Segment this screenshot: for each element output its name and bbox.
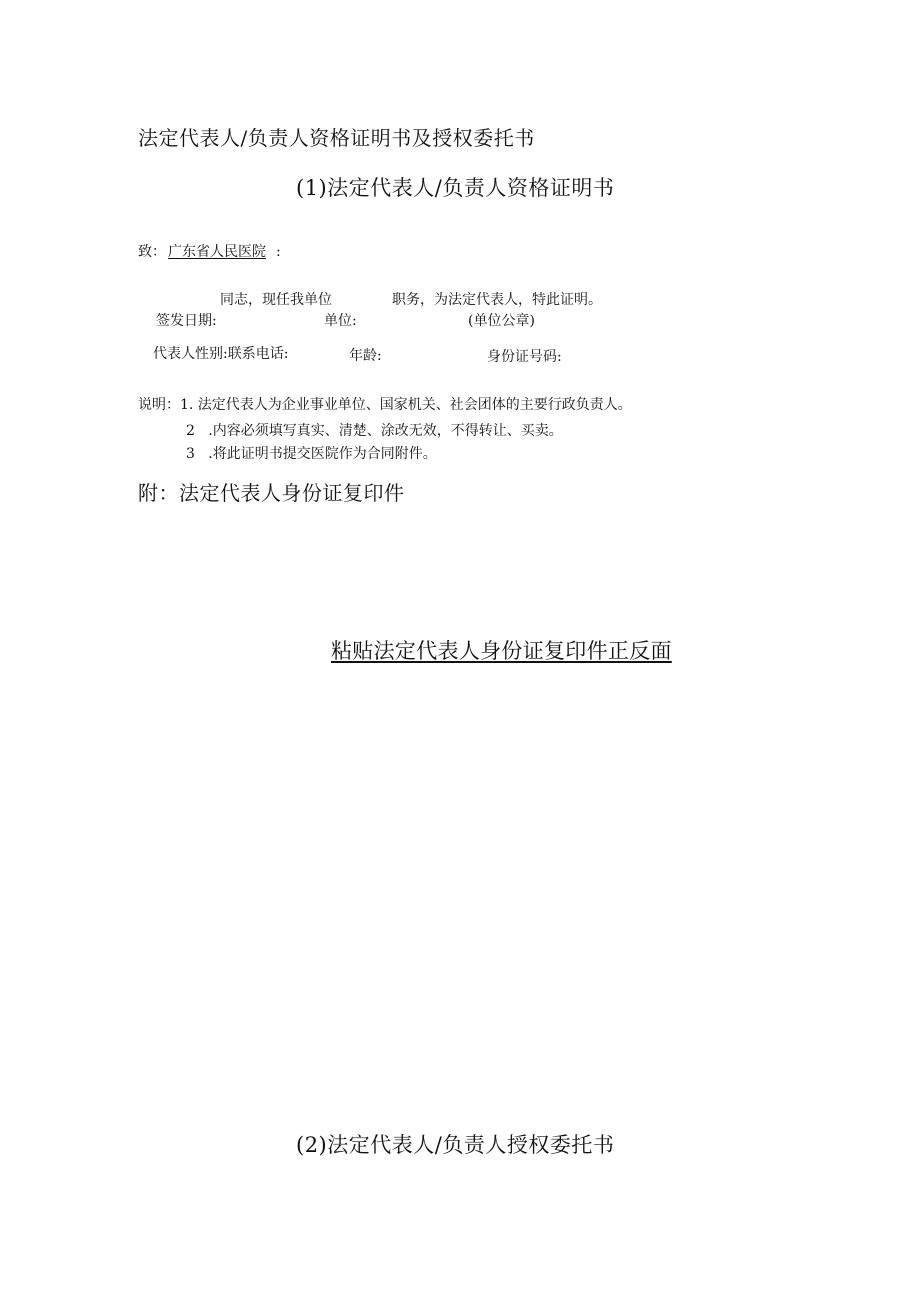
document-title: 法定代表人/负责人资格证明书及授权委托书: [138, 126, 535, 150]
statement-part-1: 同志，现任我单位: [220, 292, 332, 308]
id-number-label: 身份证号码:: [487, 349, 562, 365]
note-item-1: 说明：1. 法定代表人为企业事业单位、国家机关、社会团体的主要行政负责人。: [138, 397, 632, 413]
recipient-name: 广东省人民医院: [168, 244, 266, 260]
unit-seal-label: (单位公章): [468, 313, 535, 329]
unit-label: 单位:: [324, 313, 357, 329]
note-item-2: 2 .内容必须填写真实、清楚、涂改无效，不得转让、买卖。: [186, 423, 563, 439]
paste-instruction: 粘贴法定代表人身份证复印件正反面: [331, 639, 672, 663]
age-label: 年龄:: [349, 348, 382, 364]
attachment-title: 附：法定代表人身份证复印件: [138, 481, 405, 505]
issue-date-label: 签发日期:: [156, 313, 217, 329]
gender-phone-label: 代表人性别:联系电话:: [153, 346, 289, 362]
note-item-3: 3 .将此证明书提交医院作为合同附件。: [186, 446, 437, 462]
recipient-colon: :: [276, 244, 281, 260]
section-1-title: (1)法定代表人/负责人资格证明书: [296, 176, 615, 200]
section-2-title: (2)法定代表人/负责人授权委托书: [296, 1133, 615, 1157]
recipient-prefix: 致：: [138, 244, 166, 260]
statement-part-2: 职务，为法定代表人，特此证明。: [392, 292, 602, 308]
